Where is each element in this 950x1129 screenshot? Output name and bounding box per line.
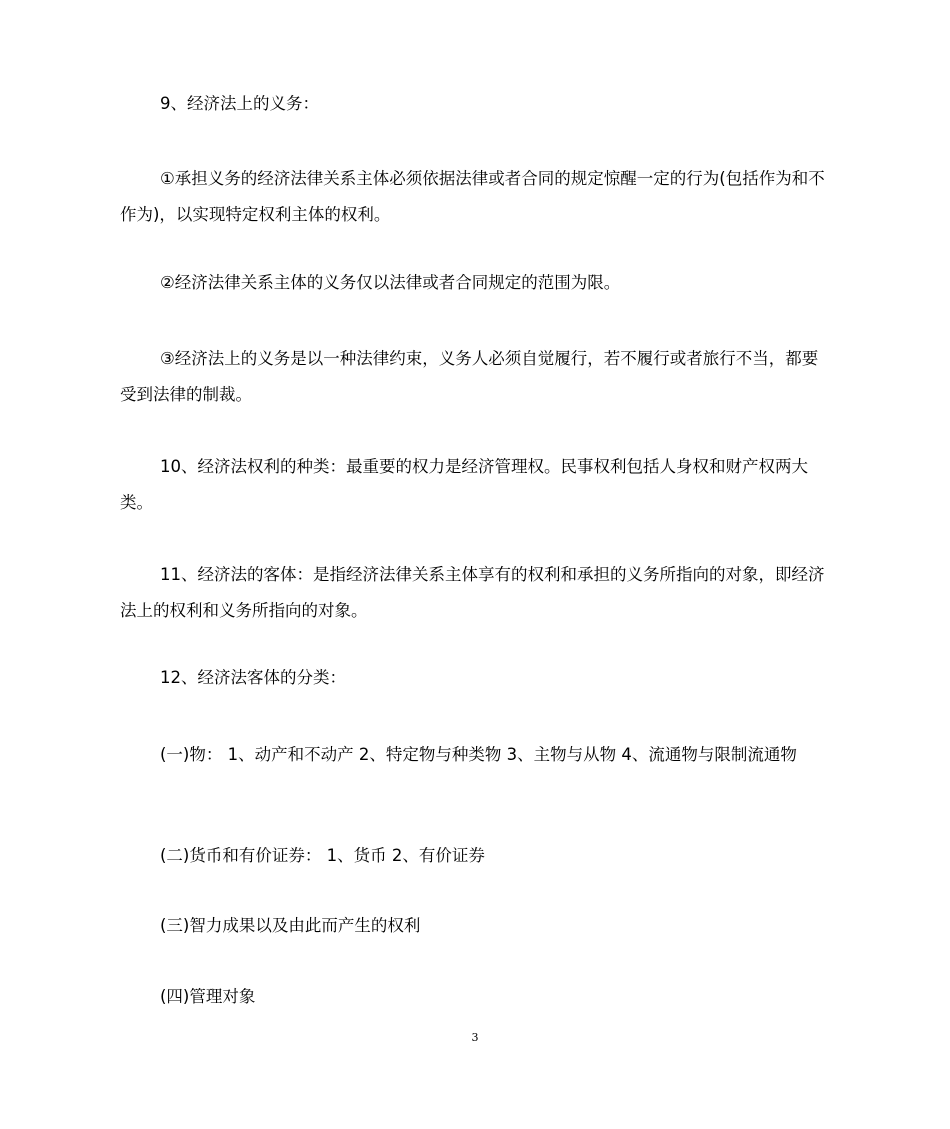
paragraph-obligations-heading: 9、经济法上的义务： [160,94,319,113]
paragraph-class-management-objects: (四)管理对象 [160,987,256,1006]
paragraph-class-things: (一)物： 1、动产和不动产 2、特定物与种类物 3、主物与从物 4、流通物与限制流通物 [160,745,797,764]
paragraph-rights-types: 10、经济法权利的种类：最重要的权力是经济管理权。民事权利包括人身权和财产权两大类。 [120,457,808,512]
paragraph-object-definition: 11、经济法的客体：是指经济法律关系主体享有的权利和承担的义务所指向的对象，即经济法上的权利和义务所指向的对象。 [120,565,825,620]
paragraph-class-intellectual-achievements: (三)智力成果以及由此而产生的权利 [160,916,421,935]
page-number: 3 [471,1031,479,1044]
paragraph-object-classification-heading: 12、经济法客体的分类： [160,668,346,687]
paragraph-obligation-1: ①承担义务的经济法律关系主体必须依据法律或者合同的规定惊醒一定的行为(包括作为和不作为)，以实现特定权利主体的权利。 [120,169,825,224]
paragraph-class-currency-securities: (二)货币和有价证券： 1、货币 2、有价证券 [160,846,485,865]
paragraph-obligation-2: ②经济法律关系主体的义务仅以法律或者合同规定的范围为限。 [160,273,621,292]
paragraph-obligation-3: ③经济法上的义务是以一种法律约束，义务人必须自觉履行，若不履行或者旅行不当，都要受到法律的制裁。 [120,349,819,404]
